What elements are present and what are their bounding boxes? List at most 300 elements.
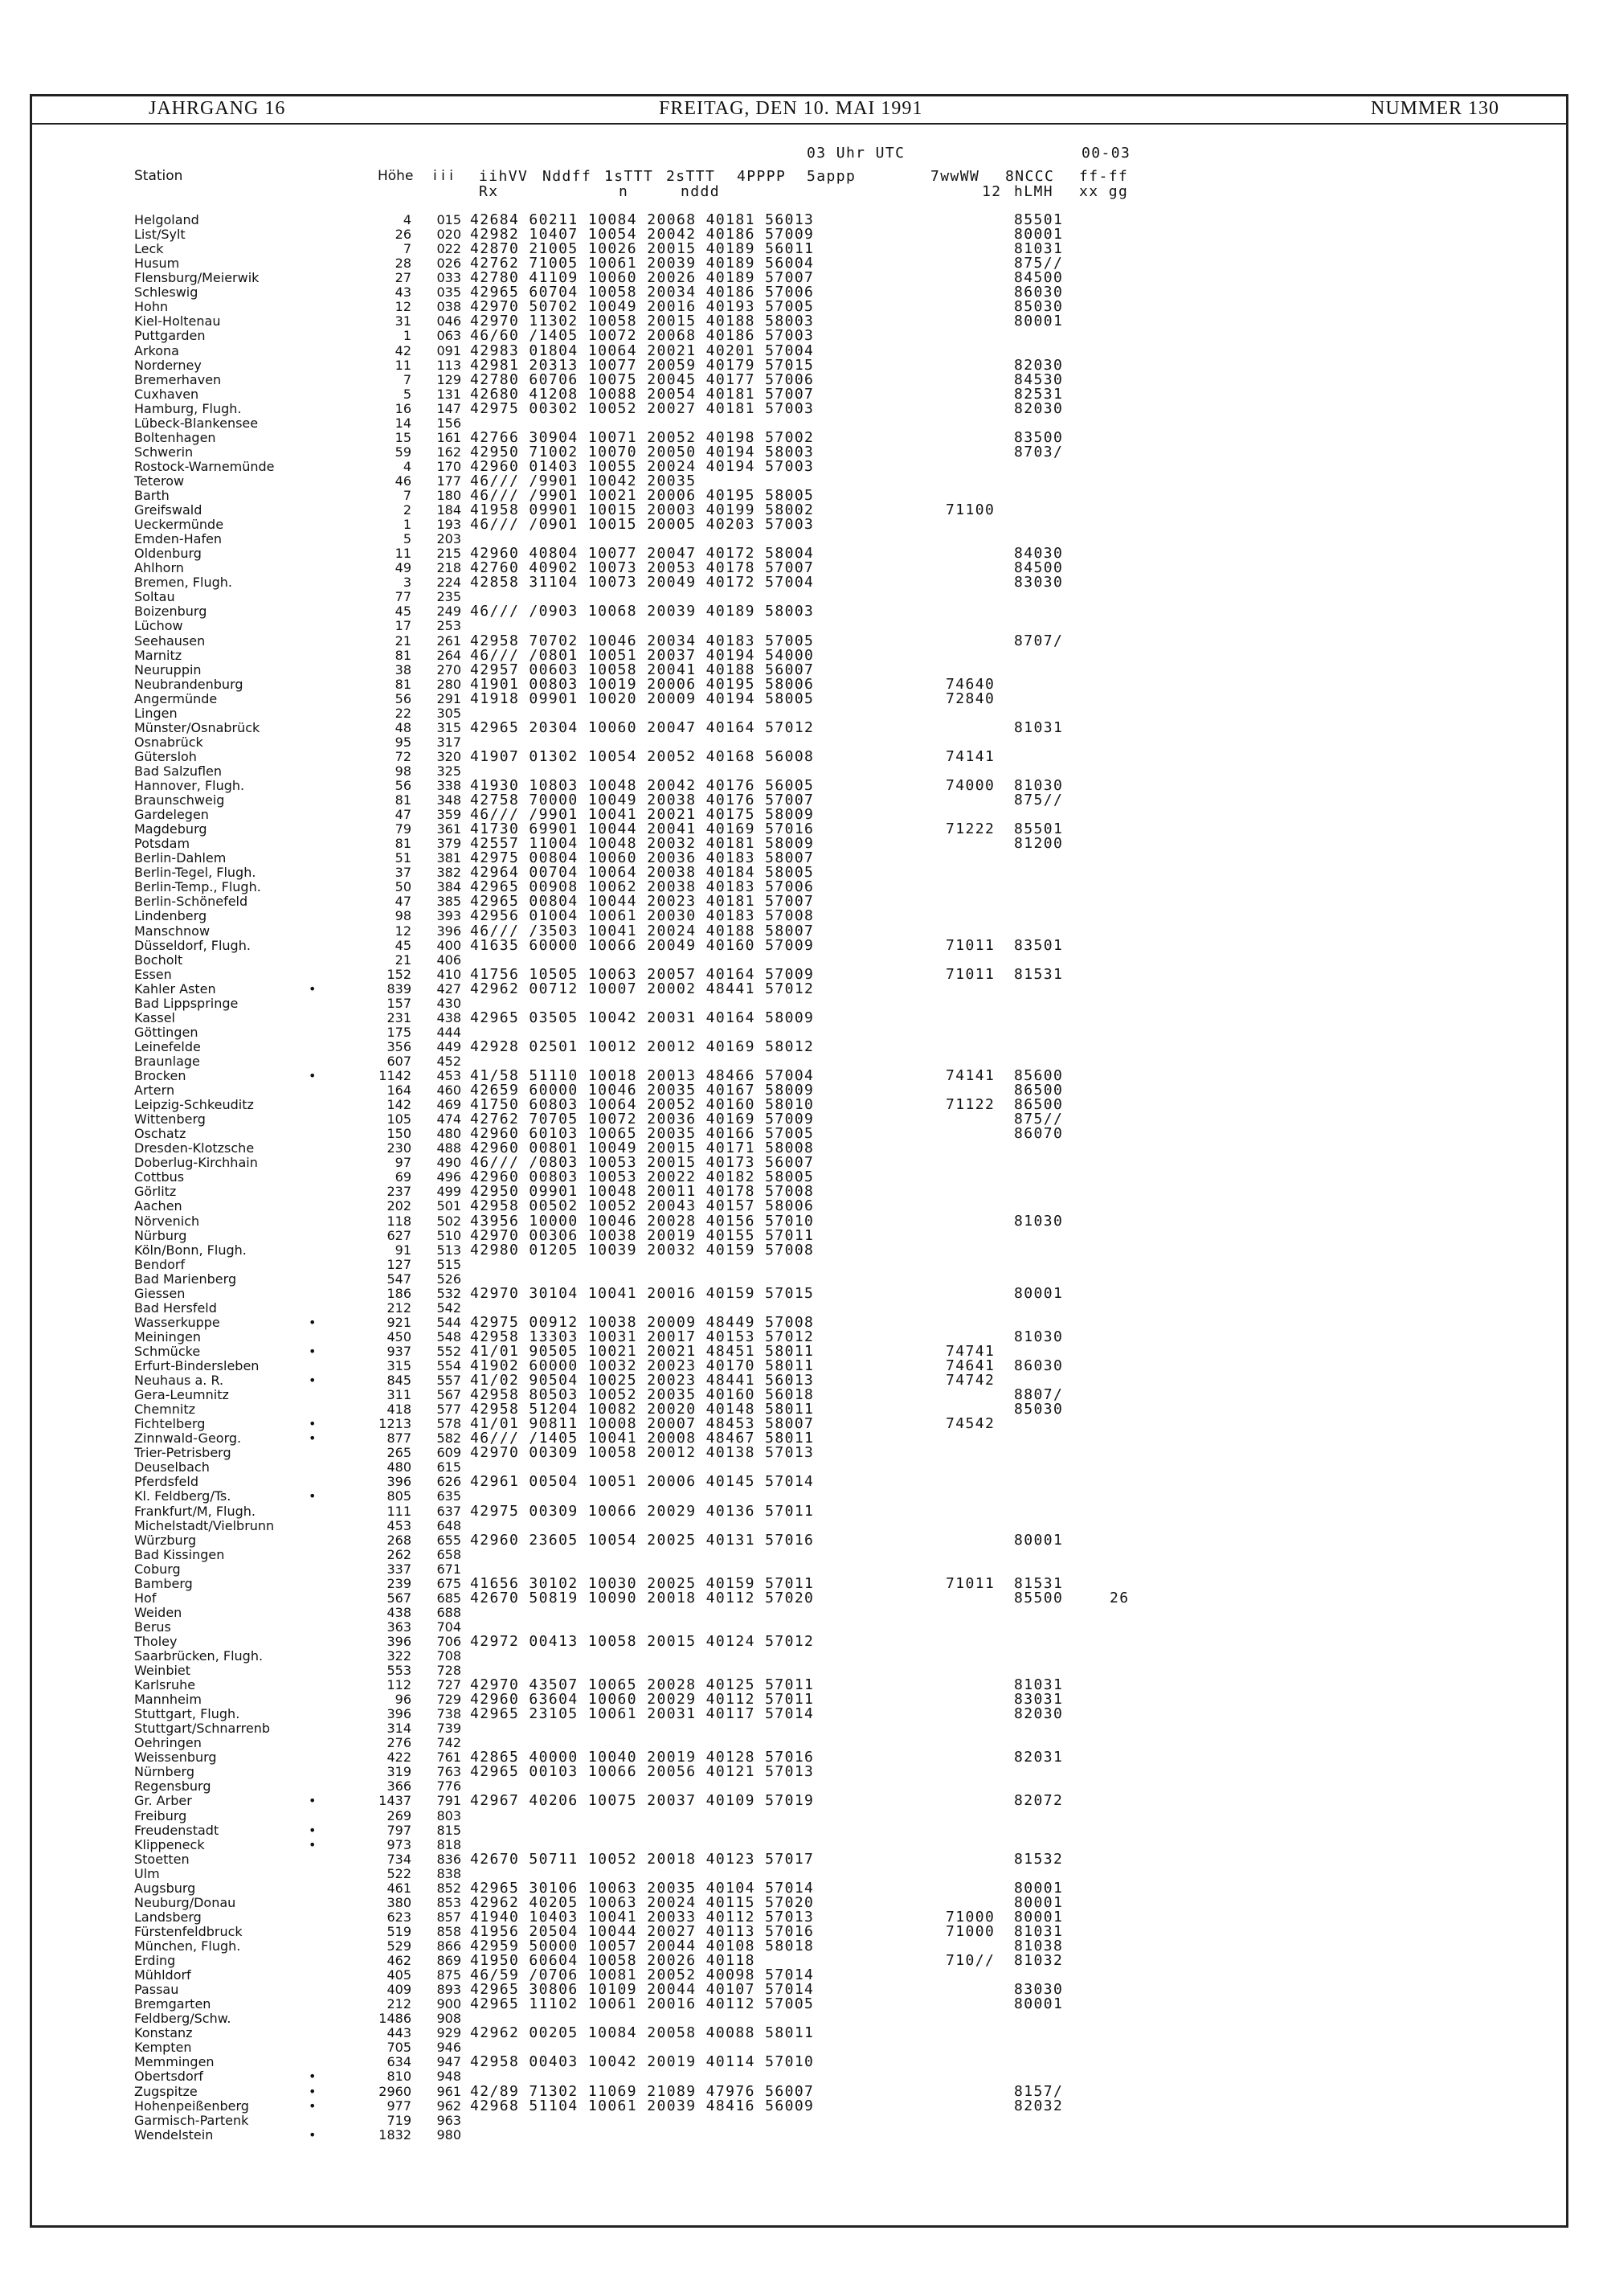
station-index: 490 xyxy=(436,1155,461,1171)
cloud-group: 80001 xyxy=(1014,1908,1064,1926)
station-elevation: 547 xyxy=(386,1271,411,1287)
synop-groups: 42960 00801 10049 20015 40171 58008 xyxy=(470,1140,815,1157)
station-elevation: 937 xyxy=(386,1343,411,1359)
station-name: Stuttgart/Schnarrenb xyxy=(134,1721,271,1737)
table-row xyxy=(0,2082,1607,2100)
cloud-group: 80001 xyxy=(1014,226,1064,244)
station-elevation: 14 xyxy=(395,415,411,431)
station-elevation: 529 xyxy=(386,1938,411,1954)
station-name: Hannover, Flugh. xyxy=(134,778,245,793)
cloud-group: 81031 xyxy=(1014,1676,1064,1694)
synop-groups: 42965 30806 10109 20044 40107 57014 xyxy=(470,1981,815,1999)
station-elevation: 12 xyxy=(395,923,411,939)
station-elevation: 380 xyxy=(386,1894,411,1910)
station-name: Coburg xyxy=(134,1561,181,1577)
station-name: Frankfurt/M, Flugh. xyxy=(134,1503,256,1519)
station-elevation: 59 xyxy=(395,444,411,460)
table-row xyxy=(0,604,1607,619)
cloud-group: 84500 xyxy=(1014,559,1064,577)
station-index: 162 xyxy=(436,444,461,460)
station-elevation: 405 xyxy=(386,1967,411,1983)
station-name: Bocholt xyxy=(134,952,183,968)
section3-weather: 71011 xyxy=(946,936,996,954)
station-name: Bad Hersfeld xyxy=(134,1299,217,1316)
station-index: 338 xyxy=(436,778,461,793)
station-name: Gardelegen xyxy=(134,807,209,823)
synop-groups: 42962 00205 10084 20058 40088 58011 xyxy=(470,2024,815,2042)
cloud-header: 8NCCC xyxy=(1005,168,1055,185)
issue-number: NUMMER 130 xyxy=(1371,98,1500,119)
station-elevation: 453 xyxy=(386,1517,411,1533)
table-row xyxy=(0,1226,1607,1244)
synop-groups: 41950 60604 10058 20026 40118 xyxy=(470,1952,755,1969)
issue-date: FREITAG, DEN 10. MAI 1991 xyxy=(659,98,923,119)
synop-groups: 42858 31104 10073 20049 40172 57004 xyxy=(470,574,815,591)
iii-header: i i i xyxy=(433,168,453,184)
station-name: Barth xyxy=(134,488,170,503)
station-index: 393 xyxy=(436,908,461,924)
station-marker: • xyxy=(309,1793,317,1809)
station-marker: • xyxy=(309,2098,317,2114)
station-index: 729 xyxy=(436,1692,461,1708)
station-name: Artern xyxy=(134,1083,175,1098)
station-index: 658 xyxy=(436,1546,461,1562)
station-marker: • xyxy=(309,2083,317,2099)
table-row xyxy=(0,1794,1607,1808)
table-row xyxy=(0,1011,1607,1025)
station-elevation: 734 xyxy=(386,1851,411,1867)
station-name: Marnitz xyxy=(134,647,182,663)
synop-groups: 42965 03505 10042 20031 40164 58009 xyxy=(470,1009,815,1026)
synop-groups: 42956 01004 10061 20030 40183 57008 xyxy=(470,907,815,925)
station-name: Neubrandenburg xyxy=(134,676,243,692)
station-elevation: 96 xyxy=(395,1692,411,1708)
station-index: 818 xyxy=(436,1836,461,1852)
station-elevation: 239 xyxy=(386,1575,411,1591)
station-name: Regensburg xyxy=(134,1778,211,1795)
station-index: 453 xyxy=(436,1068,461,1083)
cloud-group: 86500 xyxy=(1014,1082,1064,1099)
table-row xyxy=(0,1519,1607,1533)
table-row xyxy=(0,1838,1607,1852)
station-elevation: 77 xyxy=(395,589,411,605)
station-elevation: 37 xyxy=(395,865,411,881)
station-index: 474 xyxy=(436,1111,461,1128)
station-index: 866 xyxy=(436,1938,461,1954)
station-index: 582 xyxy=(436,1430,461,1447)
station-index: 510 xyxy=(436,1227,461,1243)
station-index: 513 xyxy=(436,1242,461,1258)
cloud-group: 82031 xyxy=(1014,1749,1064,1766)
table-row xyxy=(0,1475,1607,1489)
section3-header: 7wwWW xyxy=(930,168,980,185)
synop-groups: 46/// /0803 10053 20015 40173 56007 xyxy=(470,1154,815,1172)
station-elevation: 322 xyxy=(386,1647,411,1664)
station-index: 838 xyxy=(436,1865,461,1881)
station-elevation: 56 xyxy=(395,690,411,706)
station-index: 776 xyxy=(436,1778,461,1795)
station-index: 739 xyxy=(436,1721,461,1737)
station-elevation: 1 xyxy=(403,328,411,344)
table-row xyxy=(0,1037,1607,1055)
station-marker: • xyxy=(309,2069,317,2085)
station-index: 320 xyxy=(436,748,461,764)
cloud-group: 875// xyxy=(1014,1111,1064,1128)
volume-label: JAHRGANG 16 xyxy=(149,98,286,119)
station-index: 836 xyxy=(436,1851,461,1867)
section3-weather: 71222 xyxy=(946,821,996,838)
synop-groups: 42965 00103 10066 20056 40121 57013 xyxy=(470,1763,815,1781)
station-elevation: 839 xyxy=(386,980,411,997)
station-index: 626 xyxy=(436,1474,461,1490)
cloud-group: 81200 xyxy=(1014,835,1064,853)
cloud-group: 81031 xyxy=(1014,240,1064,258)
station-index: 427 xyxy=(436,980,461,997)
station-name: Berlin-Temp., Flugh. xyxy=(134,879,261,895)
synop-groups: 42758 70000 10049 20038 40176 57007 xyxy=(470,792,815,808)
station-elevation: 231 xyxy=(386,1009,411,1025)
table-row xyxy=(0,1284,1607,1302)
section3-weather: 71011 xyxy=(946,965,996,983)
station-name: Würzburg xyxy=(134,1532,197,1548)
group3-sub-header: n xyxy=(619,183,629,200)
station-index: 359 xyxy=(436,807,461,823)
station-elevation: 627 xyxy=(386,1227,411,1243)
station-name: Bad Lippspringe xyxy=(134,995,239,1011)
table-row xyxy=(0,706,1607,721)
table-row xyxy=(0,1548,1607,1562)
table-row xyxy=(0,1489,1607,1504)
group5-header: 4PPPP xyxy=(737,168,787,185)
synop-groups: 42975 00302 10052 20027 40181 57003 xyxy=(470,399,815,417)
station-elevation: 705 xyxy=(386,2040,411,2056)
gust-sub-header: xx gg xyxy=(1079,183,1129,200)
station-elevation: 16 xyxy=(395,400,411,416)
cloud-group: 82072 xyxy=(1014,1792,1064,1810)
station-name: Chemnitz xyxy=(134,1402,195,1418)
table-row xyxy=(0,1243,1607,1258)
station-name: Seehausen xyxy=(134,632,206,649)
table-row xyxy=(0,358,1607,373)
station-header: Station xyxy=(134,168,183,184)
synop-groups: 41940 10403 10041 20033 40112 57013 xyxy=(470,1908,815,1926)
station-index: 963 xyxy=(436,2112,461,2128)
station-elevation: 973 xyxy=(386,1836,411,1852)
station-elevation: 21 xyxy=(395,952,411,968)
station-name: Mühldorf xyxy=(134,1967,191,1983)
station-name: Augsburg xyxy=(134,1880,196,1896)
station-index: 688 xyxy=(436,1604,461,1620)
station-elevation: 438 xyxy=(386,1604,411,1620)
gust-header: ff-ff xyxy=(1079,168,1129,185)
station-elevation: 38 xyxy=(395,661,411,677)
station-elevation: 81 xyxy=(395,836,411,852)
cloud-group: 83030 xyxy=(1014,1981,1064,1999)
station-index: 280 xyxy=(436,676,461,692)
cloud-group: 81031 xyxy=(1014,718,1064,736)
station-elevation: 5 xyxy=(403,531,411,547)
cloud-group: 85600 xyxy=(1014,1067,1064,1084)
station-elevation: 480 xyxy=(386,1459,411,1475)
synop-groups: 41656 30102 10030 20025 40159 57011 xyxy=(470,1574,815,1592)
synop-groups: 42958 13303 10031 20017 40153 57012 xyxy=(470,1328,815,1345)
station-name: Wendelstein xyxy=(134,2126,214,2143)
station-index: 908 xyxy=(436,2011,461,2027)
station-index: 893 xyxy=(436,1982,461,1998)
station-index: 147 xyxy=(436,400,461,416)
station-name: Gr. Arber xyxy=(134,1793,192,1809)
station-index: 410 xyxy=(436,966,461,982)
station-index: 444 xyxy=(436,1024,461,1040)
station-index: 815 xyxy=(436,1822,461,1838)
station-index: 235 xyxy=(436,589,461,605)
station-name: Hohn xyxy=(134,299,169,315)
station-index: 857 xyxy=(436,1909,461,1925)
hohe-header: Höhe xyxy=(378,168,414,184)
cloud-group: 80001 xyxy=(1014,1879,1064,1897)
table-row xyxy=(0,1809,1607,1823)
synop-groups: 42970 00306 10038 20019 40155 57011 xyxy=(470,1226,815,1244)
section3-sub-header: 12 xyxy=(982,183,1002,200)
synop-groups: 42950 71002 10070 20050 40194 58003 xyxy=(470,443,815,460)
cloud-sub-header: hLMH xyxy=(1014,183,1053,200)
table-row xyxy=(0,1765,1607,1779)
synop-groups: 42958 00502 10052 20043 40157 58006 xyxy=(470,1197,815,1215)
station-name: Berlin-Dahlem xyxy=(134,850,227,866)
station-marker: • xyxy=(309,1836,317,1852)
synop-groups: 41/02 90504 10025 20023 48441 56013 xyxy=(470,1372,815,1389)
station-index: 578 xyxy=(436,1416,461,1432)
station-name: Osnabrück xyxy=(134,734,203,750)
table-row xyxy=(0,416,1607,431)
station-name: Gütersloh xyxy=(134,748,197,764)
station-name: Bendorf xyxy=(134,1256,186,1272)
synop-groups: 42965 60704 10058 20034 40186 57006 xyxy=(470,284,815,301)
synop-groups: 41635 60000 10066 20049 40160 57009 xyxy=(470,936,815,954)
station-name: Aachen xyxy=(134,1198,182,1214)
station-elevation: 409 xyxy=(386,1982,411,1998)
station-elevation: 4 xyxy=(403,458,411,474)
station-elevation: 98 xyxy=(395,763,411,779)
synop-groups: 46/// /1405 10041 20008 48467 58011 xyxy=(470,1430,815,1447)
station-name: Memmingen xyxy=(134,2054,215,2070)
synop-groups: 42965 00804 10044 20023 40181 57007 xyxy=(470,893,815,911)
table-row xyxy=(0,924,1607,939)
station-elevation: 522 xyxy=(386,1865,411,1881)
synop-groups: 46/// /9901 10042 20035 xyxy=(470,472,697,489)
station-index: 858 xyxy=(436,1923,461,1939)
station-elevation: 91 xyxy=(395,1242,411,1258)
synop-groups: 41958 09901 10015 20003 40199 58002 xyxy=(470,501,815,518)
station-name: Erding xyxy=(134,1953,176,1968)
station-name: Bamberg xyxy=(134,1575,193,1591)
table-row xyxy=(0,1533,1607,1548)
station-name: Kahler Asten xyxy=(134,980,216,997)
station-name: Braunschweig xyxy=(134,792,225,808)
station-elevation: 12 xyxy=(395,299,411,315)
station-index: 361 xyxy=(436,821,461,837)
time-header: 03 Uhr UTC xyxy=(807,145,906,162)
station-index: 317 xyxy=(436,734,461,750)
station-index: 063 xyxy=(436,328,461,344)
station-marker: • xyxy=(309,1430,317,1447)
station-index: 526 xyxy=(436,1271,461,1287)
station-elevation: 45 xyxy=(395,604,411,620)
station-index: 929 xyxy=(436,2025,461,2041)
station-name: Hof xyxy=(134,1590,157,1606)
station-index: 609 xyxy=(436,1445,461,1461)
table-row xyxy=(0,2128,1607,2143)
station-name: Kiel-Holtenau xyxy=(134,313,221,329)
station-index: 947 xyxy=(436,2054,461,2070)
station-index: 791 xyxy=(436,1793,461,1809)
synop-groups: 46/// /9901 10041 20021 40175 58009 xyxy=(470,806,815,824)
station-index: 542 xyxy=(436,1299,461,1316)
synop-groups: 41956 20504 10044 20027 40113 57016 xyxy=(470,1922,815,1940)
table-row xyxy=(0,936,1607,954)
cloud-group: 81030 xyxy=(1014,1328,1064,1345)
cloud-group: 80001 xyxy=(1014,1531,1064,1549)
station-index: 161 xyxy=(436,429,461,445)
station-elevation: 269 xyxy=(386,1807,411,1823)
station-name: Fürstenfeldbruck xyxy=(134,1923,243,1939)
cloud-group: 83501 xyxy=(1014,936,1064,954)
station-elevation: 977 xyxy=(386,2098,411,2114)
synop-groups: 42950 09901 10048 20011 40178 57008 xyxy=(470,1183,815,1201)
station-name: Bremerhaven xyxy=(134,371,222,387)
synop-groups: 41/58 51110 10018 20013 48466 57004 xyxy=(470,1067,815,1084)
synop-groups: 46/// /0901 10015 20005 40203 57003 xyxy=(470,516,815,533)
synop-groups: 42962 40205 10063 20024 40115 57020 xyxy=(470,1893,815,1911)
station-index: 501 xyxy=(436,1198,461,1214)
station-marker: • xyxy=(309,1416,317,1432)
station-index: 728 xyxy=(436,1663,461,1678)
synop-groups: 41907 01302 10054 20052 40168 56008 xyxy=(470,747,815,765)
table-row xyxy=(0,677,1607,692)
cloud-group: 8703/ xyxy=(1014,443,1064,460)
synop-groups: 42557 11004 10048 20032 40181 58009 xyxy=(470,835,815,853)
table-row xyxy=(0,718,1607,736)
table-row xyxy=(0,646,1607,664)
synop-groups: 46/59 /0706 10081 20052 40098 57014 xyxy=(470,1967,815,1984)
station-name: Potsdam xyxy=(134,836,190,852)
synop-groups: 42967 40206 10075 20037 40109 57019 xyxy=(470,1792,815,1810)
section3-weather: 74141 xyxy=(946,747,996,765)
synop-groups: 42975 00912 10038 20009 48449 57008 xyxy=(470,1313,815,1331)
synop-groups: 42965 30106 10063 20035 40104 57014 xyxy=(470,1879,815,1897)
synop-groups: 42659 60000 10046 20035 40167 58009 xyxy=(470,1082,815,1099)
synop-groups: 42870 21005 10026 20015 40189 56011 xyxy=(470,240,815,258)
station-name: Bad Marienberg xyxy=(134,1271,237,1287)
station-elevation: 15 xyxy=(395,429,411,445)
station-name: Soltau xyxy=(134,589,175,605)
station-name: Tholey xyxy=(134,1633,178,1649)
section3-weather: 74542 xyxy=(946,1415,996,1433)
station-elevation: 72 xyxy=(395,748,411,764)
station-index: 675 xyxy=(436,1575,461,1591)
station-elevation: 212 xyxy=(386,1299,411,1316)
cloud-group: 80001 xyxy=(1014,1995,1064,2013)
synop-groups: 41902 60000 10032 20023 40170 58011 xyxy=(470,1357,815,1374)
station-index: 315 xyxy=(436,719,461,735)
station-index: 224 xyxy=(436,575,461,591)
station-elevation: 315 xyxy=(386,1358,411,1373)
cloud-group: 83030 xyxy=(1014,574,1064,591)
section3-weather: 74141 xyxy=(946,1067,996,1084)
station-index: 264 xyxy=(436,647,461,663)
section3-weather: 71011 xyxy=(946,1574,996,1592)
station-elevation: 175 xyxy=(386,1024,411,1040)
station-elevation: 366 xyxy=(386,1778,411,1795)
station-elevation: 69 xyxy=(395,1169,411,1185)
station-name: Stuttgart, Flugh. xyxy=(134,1706,240,1722)
synop-groups: 42762 70705 10072 20036 40169 57009 xyxy=(470,1111,815,1128)
station-elevation: 31 xyxy=(395,313,411,329)
group4-sub-header: nddd xyxy=(681,183,720,200)
station-index: 548 xyxy=(436,1328,461,1344)
table-row xyxy=(0,1632,1607,1650)
station-elevation: 553 xyxy=(386,1663,411,1678)
station-marker: • xyxy=(309,1068,317,1083)
station-elevation: 268 xyxy=(386,1532,411,1548)
cloud-group: 82032 xyxy=(1014,2097,1064,2114)
station-elevation: 150 xyxy=(386,1126,411,1142)
table-row xyxy=(0,1997,1607,2012)
station-elevation: 262 xyxy=(386,1546,411,1562)
station-name: Freudenstadt xyxy=(134,1822,219,1838)
station-marker: • xyxy=(309,1373,317,1388)
table-row xyxy=(0,1823,1607,1838)
synop-groups: 43956 10000 10046 20028 40156 57010 xyxy=(470,1212,815,1230)
station-elevation: 230 xyxy=(386,1140,411,1156)
synop-groups: 42680 41208 10088 20054 40181 57007 xyxy=(470,385,815,403)
station-elevation: 607 xyxy=(386,1053,411,1069)
station-elevation: 1486 xyxy=(378,2011,411,2027)
table-row xyxy=(0,344,1607,358)
synop-groups: 42981 20313 10077 20059 40179 57015 xyxy=(470,356,815,374)
station-elevation: 311 xyxy=(386,1387,411,1402)
table-row xyxy=(0,1562,1607,1577)
table-row xyxy=(0,1272,1607,1287)
table-row xyxy=(0,997,1607,1011)
synop-groups: 42960 40804 10077 20047 40172 58004 xyxy=(470,545,815,563)
station-index: 577 xyxy=(436,1402,461,1418)
station-name: Schleswig xyxy=(134,284,198,301)
table-row xyxy=(0,1591,1607,1606)
station-name: Brocken xyxy=(134,1068,186,1083)
synop-groups: 42982 10407 10054 20042 40186 57009 xyxy=(470,226,815,244)
group3-header: 1sTTT xyxy=(604,168,654,185)
table-row xyxy=(0,2026,1607,2040)
station-index: 502 xyxy=(436,1213,461,1229)
table-row xyxy=(0,1852,1607,1867)
table-row xyxy=(0,965,1607,983)
station-index: 480 xyxy=(436,1126,461,1142)
station-index: 544 xyxy=(436,1314,461,1330)
station-name: Nürnberg xyxy=(134,1764,194,1780)
cloud-group: 84030 xyxy=(1014,545,1064,563)
station-name: Bad Salzuflen xyxy=(134,763,223,779)
station-name: Norderney xyxy=(134,357,202,373)
station-index: 869 xyxy=(436,1953,461,1968)
station-name: Neuruppin xyxy=(134,661,202,677)
station-index: 406 xyxy=(436,952,461,968)
table-row xyxy=(0,1606,1607,1620)
station-elevation: 105 xyxy=(386,1111,411,1128)
station-index: 015 xyxy=(436,212,461,227)
synop-groups: 42965 00908 10062 20038 40183 57006 xyxy=(470,878,815,896)
station-name: Deuselbach xyxy=(134,1459,210,1475)
